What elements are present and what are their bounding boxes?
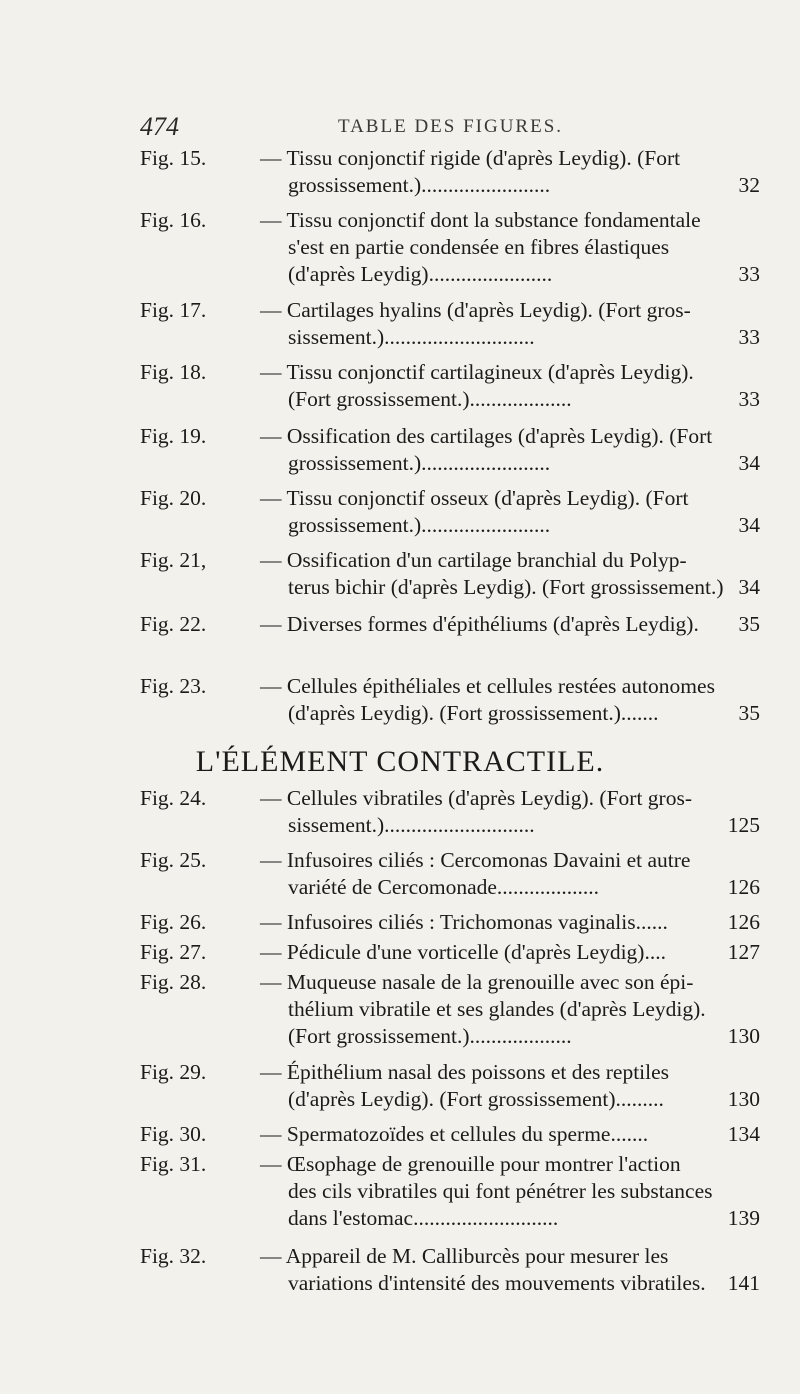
caption-line: — Pédicule d'une vorticelle (d'après Leydig)....: [260, 940, 666, 964]
figure-caption: [260, 547, 724, 601]
caption-line: variations d'intensité des mouvements vibratiles.: [288, 1271, 706, 1295]
figure-label: Fig. 27.: [140, 940, 207, 964]
figure-label: Fig. 32.: [140, 1244, 207, 1268]
figure-page-number: 126: [727, 875, 760, 899]
figure-label: Fig. 15.: [140, 146, 207, 170]
running-head: [140, 112, 720, 142]
figure-caption: [260, 1121, 680, 1148]
caption-line: — Cellules épithéliales et cellules restées autonomes: [260, 674, 715, 698]
caption-line: dans l'estomac...........................: [288, 1206, 559, 1230]
figure-label: Fig. 24.: [140, 786, 207, 810]
figure-page-number: 134: [727, 1122, 760, 1146]
caption-line: sissement.)............................: [288, 813, 535, 837]
caption-line: — Cartilages hyalins (d'après Leydig). (Fort gros-: [260, 298, 691, 322]
caption-line: sissement.)............................: [288, 325, 535, 349]
figure-page-number: 34: [738, 451, 760, 475]
figure-label: Fig. 17.: [140, 298, 207, 322]
caption-line: — Tissu conjonctif dont la substance fondamentale: [260, 208, 701, 232]
figure-label: Fig. 30.: [140, 1122, 207, 1146]
caption-line: — Tissu conjonctif osseux (d'après Leydig). (Fort: [260, 486, 689, 510]
figure-page-number: 32: [738, 173, 760, 197]
caption-line: — Infusoires ciliés : Cercomonas Davaini et autre: [260, 848, 691, 872]
caption-line: (d'après Leydig). (Fort grossissement.).......: [288, 701, 659, 725]
figure-page-number: 126: [727, 910, 760, 934]
caption-line: (d'après Leydig). (Fort grossissement).........: [288, 1087, 664, 1111]
figure-page-number: 130: [727, 1087, 760, 1111]
caption-line: (d'après Leydig).......................: [288, 262, 553, 286]
figure-label: Fig. 22.: [140, 612, 207, 636]
caption-line: grossissement.)........................: [288, 451, 551, 475]
figure-caption: [260, 485, 689, 539]
section-title: L'ÉLÉMENT CONTRACTILE.: [195, 745, 605, 778]
caption-line: grossissement.)........................: [288, 173, 551, 197]
caption-line: — Diverses formes d'épithéliums (d'après Leydig).: [260, 612, 699, 636]
caption-line: — Cellules vibratiles (d'après Leydig). (Fort gros-: [260, 786, 692, 810]
figure-page-number: 35: [738, 701, 760, 725]
figure-caption: [260, 785, 692, 839]
figure-caption: [260, 1059, 680, 1113]
running-title: TABLE DES FIGURES.: [338, 116, 564, 137]
figure-caption: [260, 1243, 706, 1297]
figure-page-number: 33: [738, 325, 760, 349]
caption-line: — Œsophage de grenouille pour montrer l'action: [260, 1152, 681, 1176]
figure-caption: [260, 673, 715, 727]
caption-line: terus bichir (d'après Leydig). (Fort grossissement.): [288, 575, 724, 599]
figure-label: Fig. 26.: [140, 910, 207, 934]
caption-line: — Infusoires ciliés : Trichomonas vaginalis......: [260, 910, 668, 934]
figure-page-number: 33: [738, 262, 760, 286]
caption-line: (Fort grossissement.)...................: [288, 387, 572, 411]
figure-caption: [260, 611, 699, 638]
figure-page-number: 34: [738, 575, 760, 599]
figure-page-number: 139: [727, 1206, 760, 1230]
figure-page-number: 35: [738, 612, 760, 636]
caption-line: — Tissu conjonctif cartilagineux (d'après Leydig).: [260, 360, 694, 384]
figure-page-number: 127: [727, 940, 760, 964]
caption-line: thélium vibratile et ses glandes (d'après Leydig).: [288, 997, 706, 1021]
caption-line: grossissement.)........................: [288, 513, 551, 537]
figure-caption: [260, 207, 701, 288]
caption-line: variété de Cercomonade...................: [288, 875, 600, 899]
figure-caption: [260, 1151, 713, 1232]
figure-caption: [260, 847, 691, 901]
figure-page-number: 130: [727, 1024, 760, 1048]
page-number: 474: [140, 112, 179, 141]
figure-label: Fig. 28.: [140, 970, 207, 994]
figure-label: Fig. 19.: [140, 424, 207, 448]
figure-caption: [260, 969, 706, 1050]
figure-caption: [260, 909, 680, 936]
figure-label: Fig. 31.: [140, 1152, 207, 1176]
figure-page-number: 125: [727, 813, 760, 837]
caption-line: — Tissu conjonctif rigide (d'après Leydig). (Fort: [260, 146, 681, 170]
figure-label: Fig. 16.: [140, 208, 207, 232]
caption-line: — Muqueuse nasale de la grenouille avec son épi-: [260, 970, 694, 994]
figure-label: Fig. 25.: [140, 848, 207, 872]
caption-line: s'est en partie condensée en fibres élastiques: [288, 235, 670, 259]
figure-caption: [260, 145, 680, 199]
figure-page-number: 141: [727, 1271, 760, 1295]
caption-line: — Spermatozoïdes et cellules du sperme.......: [260, 1122, 649, 1146]
figure-label: Fig. 18.: [140, 360, 207, 384]
caption-line: — Ossification d'un cartilage branchial du Polyp-: [260, 548, 687, 572]
caption-line: — Épithélium nasal des poissons et des reptiles: [260, 1060, 670, 1084]
caption-line: (Fort grossissement.)...................: [288, 1024, 572, 1048]
figure-label: Fig. 29.: [140, 1060, 207, 1084]
figure-page-number: 33: [738, 387, 760, 411]
caption-line: — Appareil de M. Calliburcès pour mesurer les: [260, 1244, 669, 1268]
figure-label: Fig. 20.: [140, 486, 207, 510]
figure-caption: [260, 939, 680, 966]
figure-caption: [260, 423, 713, 477]
figure-label: Fig. 23.: [140, 674, 207, 698]
figure-label: Fig. 21,: [140, 548, 207, 572]
figure-caption: [260, 297, 691, 351]
figure-caption: [260, 359, 694, 413]
caption-line: — Ossification des cartilages (d'après Leydig). (Fort: [260, 424, 713, 448]
caption-line: des cils vibratiles qui font pénétrer les substances: [288, 1179, 713, 1203]
figure-page-number: 34: [738, 513, 760, 537]
